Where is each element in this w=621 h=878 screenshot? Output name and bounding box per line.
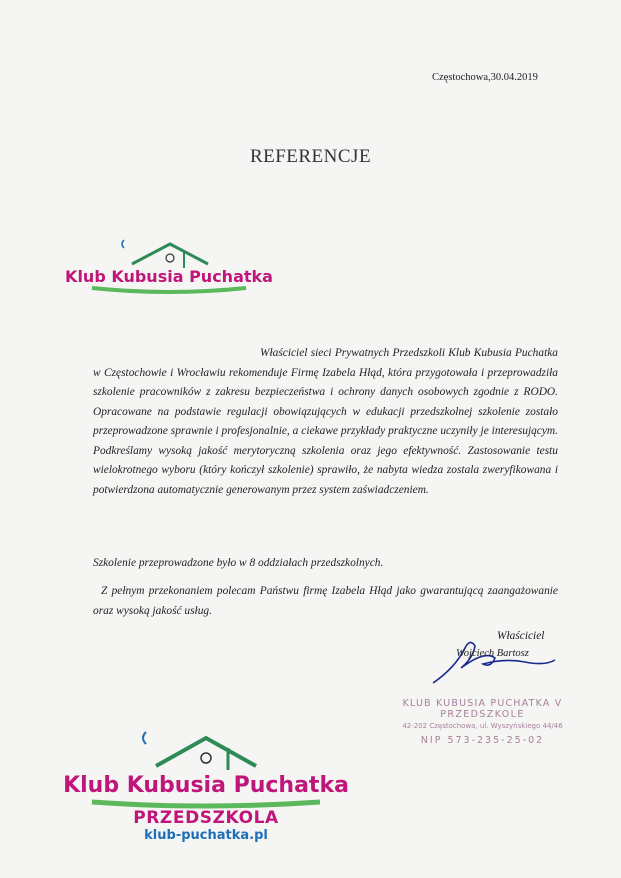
stamp-line-4: NIP 573-235-25-02 [420,735,545,746]
house-logo-icon [122,240,208,268]
stamp-line-3: 42-202 Częstochowa, ul. Wyszyńskiego 44/46 [402,722,563,730]
house-logo-icon [143,732,256,770]
body-paragraph-3: Z pełnym przekonaniem polecam Państwu firmę Izabela Hłąd jako gwarantującą zaangażowanie oraz wysoką jakość usług. [93,585,558,617]
club-logo-bottom [63,730,349,810]
stamp-line-2: PRZEDSZKOLE [440,709,525,720]
logo-top-text: Klub Kubusia Puchatka [65,267,273,286]
company-stamp [395,698,570,746]
signature-name: Wojciech Bartosz [456,648,529,659]
letter-title: REFERENCJE [249,146,372,167]
signature-role: Właściciel [497,630,545,642]
body-paragraph-1: Właściciel sieci Prywatnych Przedszkoli Klub Kubusia Puchatka w Częstochowie i Wrocławiu rekomenduje Firmę Izabela Hłąd, która przygotowała i przeprowadziła szkolenie pracowników z zakresu bezpieczeństwa i ochrony danych osobowych zgodnie z RODO. Opracowane na podstawie regulacji obowiązujących w edukacji przedszkolnej szkolenie zostało przeprowadzone sprawnie i profesjonalnie, a ciekawe przykłady praktyczne uczyniły je interesującym. Podkreślamy wysoką jakość merytoryczną szkolenia oraz jego efektywność. Zastosowanie testu wielokrotnego wyboru (który kończył szkolenie) sprawiło, że nabyta wiedza zostala zweryfikowana i potwierdzona automatycznie generowanym przez system zaświadczeniem. [93,347,558,496]
club-logo-top [65,238,273,298]
body-paragraph-2: Szkolenie przeprowadzone było w 8 oddziałach przedszkolnych. [93,557,384,569]
logo-bottom-text: Klub Kubusia Puchatka [63,773,349,798]
footer-url: klub-puchatka.pl [144,828,268,843]
stamp-line-1: KLUB KUBUSIA PUCHATKA V [402,698,563,709]
letter-date: Częstochowa,30.04.2019 [432,72,538,83]
footer-brand-name: PRZEDSZKOLA [133,808,279,828]
